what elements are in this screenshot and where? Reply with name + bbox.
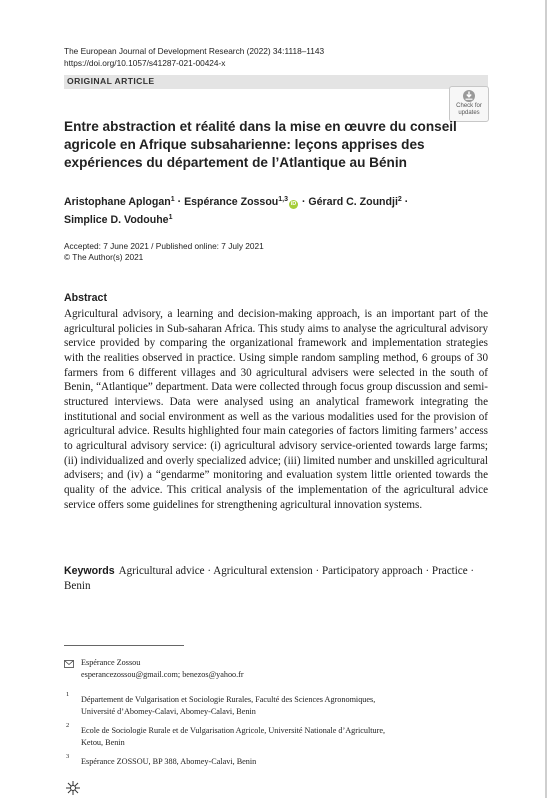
keywords-list: Agricultural advice · Agricultural extension · Participatory approach · Practice · Benin [64,565,475,592]
check-for-updates-button[interactable] [449,86,489,122]
affiliation-line: Ketou, Benin [81,737,125,747]
correspondence-block [81,657,244,680]
article-title: Entre abstraction et réalité dans la mise en œuvre du conseil agricole en Afrique subsaharienne: leçons apprises des expériences du département de l’Atlantique au Bénin [64,119,457,170]
copyright-notice: © The Author(s) 2021 [64,252,144,262]
affiliation-line: Département de Vulgarisation et Sociologie Rurales, Faculté des Sciences Agronomiques, [81,695,376,704]
author-name[interactable]: Aristophane Aplogan [64,196,171,208]
footnote-divider [64,645,184,646]
journal-header [64,45,324,69]
author-separator: · [299,196,309,208]
doi-link[interactable]: https://doi.org/10.1057/s41287-021-00424-x [64,58,226,68]
affiliation-2 [81,725,385,748]
keywords-heading: Keywords [64,565,115,577]
affiliation-1 [81,694,375,717]
affiliation-number: 2 [66,722,70,729]
affiliation-3 [81,756,256,768]
author-separator: · [401,196,409,208]
author-list [64,192,494,228]
affiliation-line: Université d’Abomey-Calavi, Abomey-Calavi, Benin [81,706,256,716]
affiliation-number: 3 [66,753,70,760]
check-for-updates-line2: updates [458,109,480,116]
affiliation-number: 1 [66,691,70,698]
affiliation-line: Ecole de Sociologie Rurale et de Vulgarisation Agricole, Université Nationale d’Agriculture, [81,726,386,735]
corresponding-author-name: Espérance Zossou [81,658,141,667]
corresponding-author-emails[interactable]: esperancezossou@gmail.com; benezos@yahoo.fr [81,669,244,679]
author-separator: · [174,196,185,208]
affiliation-line: Espérance ZOSSOU, BP 388, Abomey-Calavi, Benin [81,757,257,766]
author-name[interactable]: Simplice D. Vodouhe [64,214,169,226]
abstract-text: Agricultural advisory, a learning and decision-making approach, is an important part of the agricultural policies in Sub-saharan Africa. This study aims to analyse the agricultural advisory service provided by comparing the organizational framework and implementation strategies with the realities observed in practice. Using simple random sampling method, 6 groups of 30 farmers from 6 different villages and 30 agricultural advisers were selected in the south of Benin, “Atlantique” department. Data were collected through focus group discussion and semi-structured interviews. Data were analysed using an analytical framework integrating the institutional and social environment as well as the various modalities used for the provision of agricultural advice. Results highlighted four main categories of factors limiting farmers’ access to agricultural advisory service: (i) agricultural advisory service-oriented towards large farms; (ii) individualized and overly specialized advice; (iii) limited number and unskilled agricultural advisers; and (iv) a “gendarme” monitoring and evaluation system little oriented towards the quality of the advice. This critical analysis of the implementation of the agricultural advice service offers some guidelines for strengthening agricultural innovation systems. [64,308,488,511]
springer-horse-logo-icon [64,780,82,796]
author-affiliation-mark: 1 [168,214,173,221]
accepted-published-dates: Accepted: 7 June 2021 / Published online: 7 July 2021 [64,241,264,251]
check-for-updates-line1: Check for [456,103,482,109]
keywords-section [64,564,488,594]
publication-dates [64,241,264,263]
author-name[interactable]: Gérard C. Zoundji [308,196,398,208]
check-for-updates-icon [462,89,476,103]
article-type-bar [64,75,488,89]
author-name[interactable]: Espérance Zossou [184,196,279,208]
orcid-icon[interactable]: iD [290,201,297,207]
author-affiliation-mark: 2 [397,196,402,203]
article-type: ORIGINAL ARTICLE [67,76,155,86]
journal-citation: The European Journal of Development Research (2022) 34:1118–1143 [64,46,325,56]
envelope-icon [64,660,74,668]
author-affiliation-mark: 1 [170,196,175,203]
abstract-heading: Abstract [64,292,107,304]
author-affiliation-mark: 1,3 [278,196,288,203]
